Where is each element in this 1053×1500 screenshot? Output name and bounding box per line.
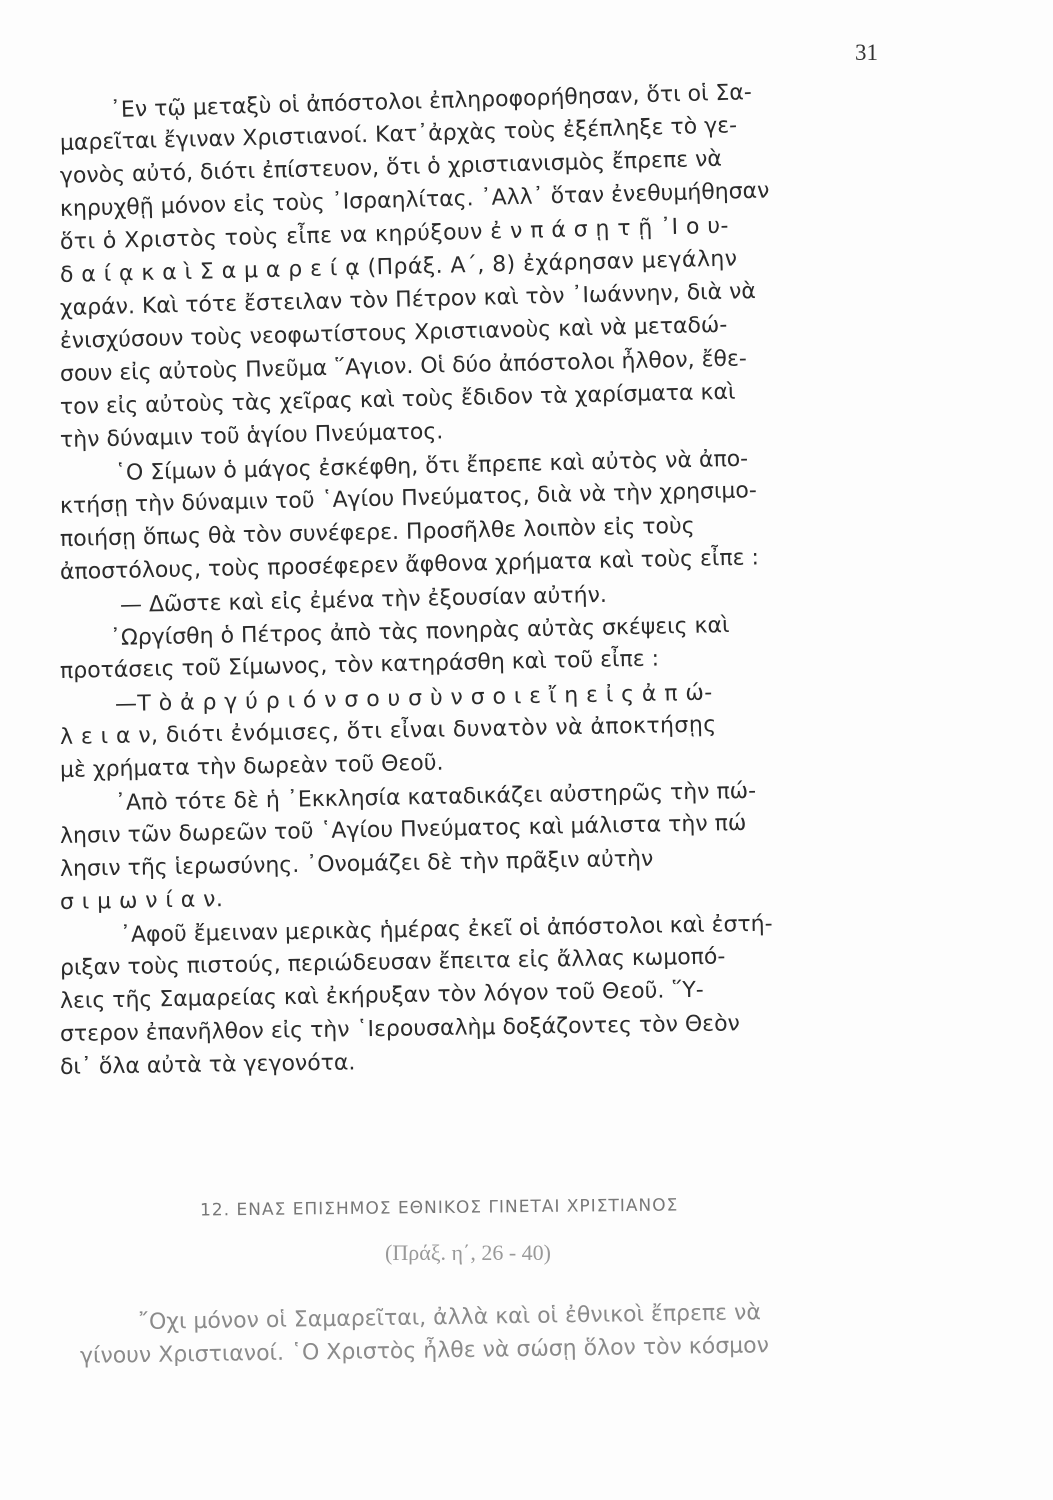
text-line: στερον ἐπανῆλθον εἰς τὴν ῾Ιερουσαλὴμ δοξάζοντες τὸν Θεὸν	[59, 1011, 741, 1047]
text-line: ποιήσῃ ὅπως θὰ τὸν συνέφερε. Προσῆλθε λοιπὸν εἰς τοὺς	[59, 513, 695, 552]
text-line: —Τ ὸ ἀ ρ γ ύ ρ ι ό ν σ ο υ σ ὺ ν σ ο ι ε ἴ η ε ἰ ς ἀ π ώ-	[114, 680, 713, 717]
text-line: λεις τῆς Σαμαρείας καὶ ἐκήρυξαν τὸν λόγον τοῦ Θεοῦ. ῞Υ-	[59, 977, 704, 1014]
text-line: τον εἰς αὐτοὺς τὰς χεῖρας καὶ τοὺς ἔδιδον τὰ χαρίσματα καὶ	[59, 379, 736, 420]
text-line: ῎Οχι μόνον οἱ Σαμαρεῖται, ἀλλὰ καὶ οἱ ἐθνικοὶ ἔπρεπε νὰ	[137, 1300, 762, 1335]
text-line: ἐνισχύσουν τοὺς νεοφωτίστους Χριστιανοὺς καὶ νὰ μεταδώ-	[59, 312, 728, 354]
section-heading: 12. ΕΝΑΣ ΕΠΙΣΗΜΟΣ ΕΘΝΙΚΟΣ ΓΙΝΕΤΑΙ ΧΡΙΣΤΙΑΝΟΣ	[199, 1195, 679, 1221]
text-line: κτήσῃ τὴν δύναμιν τοῦ ῾Αγίου Πνεύματος, διὰ νὰ τὴν χρησιμο-	[59, 478, 758, 519]
text-line: ᾿Ωργίσθη ὁ Πέτρος ἀπὸ τὰς πονηρὰς αὐτὰς σκέψεις καὶ	[109, 613, 730, 651]
text-line: σουν εἰς αὐτοὺς Πνεῦμα ῞Αγιον. Οἱ δύο ἀπόστολοι ἦλθον, ἔθε-	[59, 346, 748, 387]
text-line: δι᾿ ὅλα αὐτὰ τὰ γεγονότα.	[59, 1050, 356, 1080]
text-line: γίνουν Χριστιανοί. ῾Ο Χριστὸς ἦλθε νὰ σώσῃ ὅλον τὸν κόσμον	[79, 1333, 770, 1369]
text-line: — Δῶστε καὶ εἰς ἐμένα τὴν ἐξουσίαν αὐτήν.	[119, 582, 608, 618]
text-line: ᾿Αφοῦ ἔμειναν μερικὰς ἡμέρας ἐκεῖ οἱ ἀπόστολοι καὶ ἐστή-	[119, 911, 773, 948]
text-line: μαρεῖται ἔγιναν Χριστιανοί. Κατ᾿ἀρχὰς τοὺς ἐξέπληξε τὸ γε-	[59, 113, 738, 156]
text-line: ὅτι ὁ Χριστὸς τοὺς εἶπε να κηρύξουν ἐ ν π ά σ ῃ τ ῇ ᾿Ι ο υ-	[59, 213, 730, 255]
section-reference: (Πράξ. η΄, 26 - 40)	[385, 1240, 552, 1265]
text-line: κηρυχθῇ μόνον εἰς τοὺς ᾿Ισραηλίτας. ᾿Αλλ᾿ ὅταν ἐνεθυμήθησαν	[59, 178, 770, 222]
text-line: μὲ χρήματα τὴν δωρεὰν τοῦ Θεοῦ.	[59, 750, 444, 783]
text-line: λησιν τῆς ἱερωσύνης. ᾿Ονομάζει δὲ τὴν πρᾶξιν αὐτὴν	[59, 846, 654, 882]
text-line: τὴν δύναμιν τοῦ ἁγίου Πνεύματος.	[59, 419, 444, 453]
text-line: ἀποστόλους, τοὺς προσέφερεν ἄφθονα χρήματα καὶ τοὺς εἶπε :	[59, 545, 760, 585]
text-line: λ ε ι α ν, διότι ἐνόμισες, ὅτι εἶναι δυνατὸν νὰ ἀποκτήσῃς	[59, 712, 717, 750]
text-line: λησιν τῶν δωρεῶν τοῦ ῾Αγίου Πνεύματος καὶ μάλιστα τὴν πώ	[59, 810, 747, 849]
text-line: ᾿Απὸ τότε δὲ ἡ ᾿Εκκλησία καταδικάζει αὐστηρῶς τὴν πώ-	[114, 778, 757, 816]
text-line: ῾Ο Σίμων ὁ μάγος ἐσκέφθη, ὅτι ἔπρεπε καὶ αὐτὸς νὰ ἀπο-	[114, 446, 749, 486]
text-line: ριξαν τοὺς πιστούς, περιώδευσαν ἔπειτα εἰς ἄλλας κωμοπό-	[59, 944, 726, 981]
page-number: 31	[855, 40, 878, 65]
text-line: σ ι μ ω ν ί α ν.	[59, 887, 224, 915]
text-line: γονὸς αὐτό, διότι ἐπίστευον, ὅτι ὁ χριστιανισμὸς ἔπρεπε νὰ	[59, 146, 723, 189]
text-line: προτάσεις τοῦ Σίμωνος, τὸν κατηράσθη καὶ τοῦ εἶπε :	[59, 646, 660, 684]
text-line: ᾿Εν τῷ μεταξὺ οἱ ἀπόστολοι ἐπληροφορήθησαν, ὅτι οἱ Σα-	[109, 80, 753, 123]
text-line: δ α ί ᾳ κ α ὶ Σ α μ α ρ ε ί ᾳ (Πράξ. Α΄, 8) ἐχάρησαν μεγάλην	[59, 246, 738, 288]
text-line: χαράν. Καὶ τότε ἔστειλαν τὸν Πέτρον καὶ τὸν ᾿Ιωάννην, διὰ νὰ	[59, 278, 757, 321]
